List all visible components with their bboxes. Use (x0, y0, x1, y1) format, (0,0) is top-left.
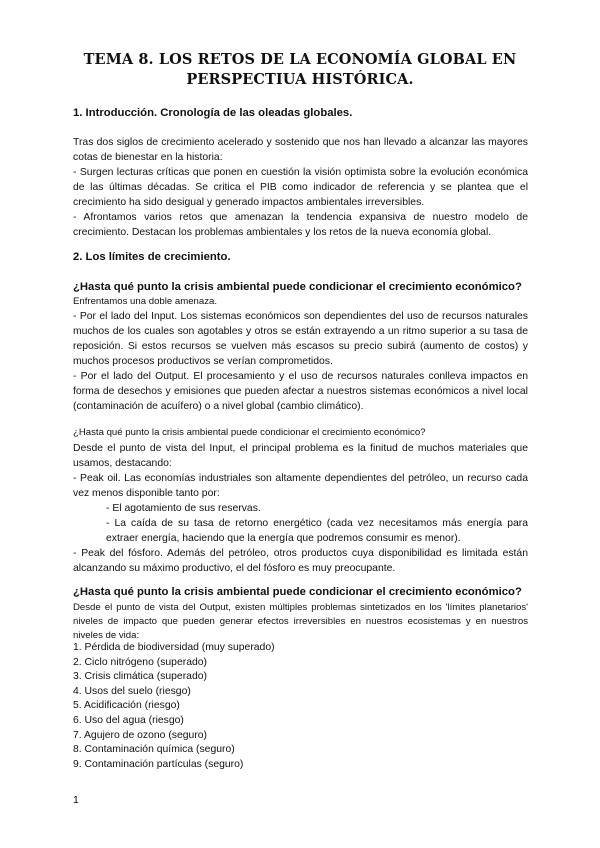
list-item: 1. Pérdida de biodiversidad (muy superado) (73, 642, 275, 653)
section-1-intro: Tras dos siglos de crecimiento acelerado y sostenido que nos han llevado a alcanzar las mayores cotas de bienestar en la historia: (73, 137, 528, 163)
list-item: 6. Uso del agua (riesgo) (73, 714, 184, 726)
question-3-intro: Desde el punto de vista del Output, existen múltiples problemas sintetizados en los 'límites planetarios' niveles de impacto que pueden generar efectos irreversibles en nuestros ecosistemas y en nuestros niveles de vida: (73, 602, 528, 641)
peak-oil-sub-2: - La caída de su tasa de retorno energético (cada vez necesitamos más energía para extraer energía, haciendo que la energía que podremos consumir es menor). (106, 518, 528, 544)
section-1-bullet-2: - Afrontamos varios retos que amenazan la tendencia expansiva de nuestro modelo de crecimiento. Destacan los problemas ambientales y los retos de la nueva economía global. (73, 212, 528, 238)
document-title (70, 50, 530, 90)
title-line-1: TEMA 8. LOS RETOS DE LA ECONOMÍA GLOBAL EN (83, 51, 517, 68)
question-1-subtitle: Enfrentamos una doble amenaza. (73, 296, 217, 307)
question-1-heading: ¿Hasta qué punto la crisis ambiental puede condicionar el crecimiento económico? (73, 281, 522, 293)
peak-phosphorus-paragraph: - Peak del fósforo. Además del petróleo, otros productos cuya disponibilidad es limitada están alcanzando su máximo productivo, el del fósforo es muy preocupante. (73, 548, 528, 574)
list-item: 3. Crisis climática (superado) (73, 671, 207, 683)
question-2-heading: ¿Hasta qué punto la crisis ambiental puede condicionar el crecimiento económico? (73, 427, 426, 438)
question-2-body (73, 441, 528, 576)
input-paragraph: - Por el lado del Input. Los sistemas económicos son dependientes del uso de recursos naturales muchos de los cuales son agotables y otros se están extrayendo a un ritmo superior a su tasa de reposición. Si estos recursos se vuelven más escasos su precio subirá (aumento de costos) y muchos procesos productivos se verían comprometidos. (73, 311, 528, 367)
question-1-body (73, 309, 528, 414)
peak-oil-sub-1: - El agotamiento de sus reservas. (106, 503, 261, 514)
list-item: 2. Ciclo nitrógeno (superado) (73, 656, 207, 668)
peak-oil-paragraph: - Peak oil. Las economías industriales son altamente dependientes del petróleo, un recurso cada vez menos disponible tanto por: (73, 473, 528, 499)
question-3-heading: ¿Hasta qué punto la crisis ambiental puede condicionar el crecimiento económico? (73, 586, 522, 598)
list-item: 8. Contaminación química (seguro) (73, 744, 235, 756)
list-item: 7. Agujero de ozono (seguro) (73, 729, 208, 741)
output-paragraph: - Por el lado del Output. El procesamiento y el uso de recursos naturales conlleva impactos en forma de desechos y emisiones que pueden afectar a nuestros sistemas económicos a nivel local (contaminación de acuífero) o a nivel global (cambio climático). (73, 371, 528, 412)
list-item: 4. Usos del suelo (riesgo) (73, 685, 191, 697)
section-1-body (73, 135, 528, 240)
section-1-bullet-1: - Surgen lecturas críticas que ponen en cuestión la visión optimista sobre la evolución económica de las últimas décadas. Se critica el PIB como indicador de referencia y se plantea que el crecimiento ha sido desigual y generado impactos ambientales irreversibles. (73, 167, 528, 208)
section-2-heading: 2. Los límites de crecimiento. (73, 251, 231, 263)
section-1-heading: 1. Introducción. Cronología de las oleadas globales. (73, 107, 353, 119)
question-2-intro: Desde el punto de vista del Input, el principal problema es la finitud de muchos materiales que usamos, destacando: (73, 443, 528, 469)
list-item: 5. Acidificación (riesgo) (73, 700, 180, 712)
list-item: 9. Contaminación partículas (seguro) (73, 758, 244, 770)
title-line-2: PERSPECTIUA HISTÓRICA. (186, 71, 414, 88)
planetary-limits-list (73, 641, 528, 772)
page-number: 1 (73, 794, 79, 806)
